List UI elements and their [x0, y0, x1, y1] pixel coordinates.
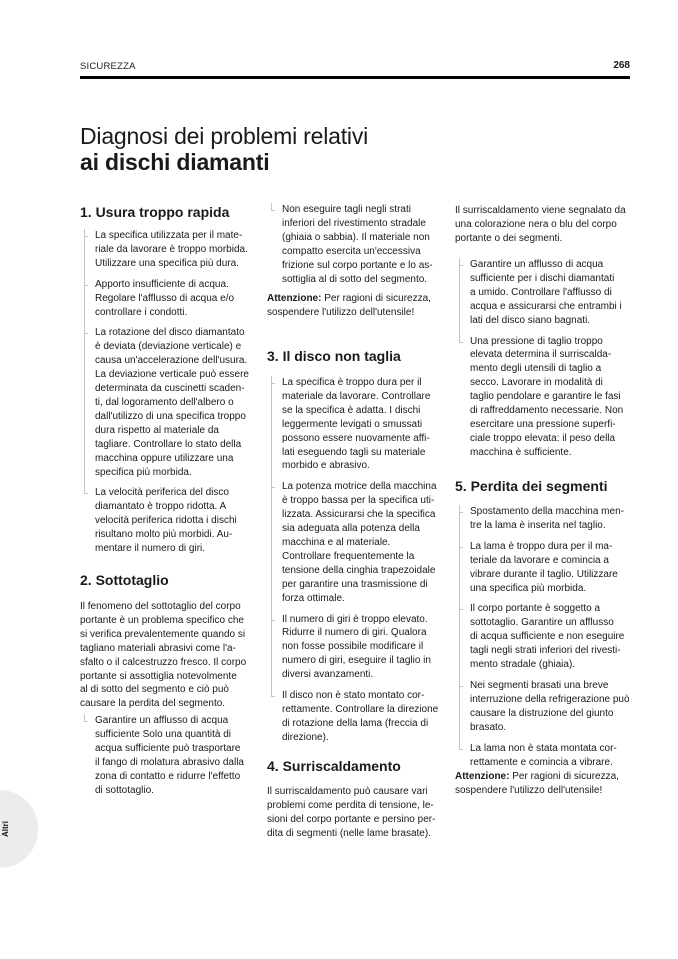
list-item: Il corpo portante è soggetto a sottotaglio. Garantire un afflusso di acqua sufficiente e non eseguire tagli negli strati inferiori del rivesti- mento stradale (ghiaia).	[455, 602, 633, 672]
list-item: Non eseguire tagli negli strati inferiori del rivestimento stradale (ghiaia o sabbia). Il materiale non compatto esercita un'eccessiva frizione sul corpo portante e lo as- sottiglia al di sotto del segmento.	[267, 203, 445, 286]
section-5-attention	[455, 770, 633, 798]
list-item: La lama è troppo dura per il ma- teriale da lavorare e comincia a vibrare durante il taglio. Utilizzare una specifica più morbida.	[455, 540, 633, 596]
section-2-paragraph: Il fenomeno del sottotaglio del corpo portante è un problema specifico che si verifica prevalentemente quando si tagliano materiali abrasivi come l'a- sfalto o il calcestruzzo fresco. Il corpo portante si assottiglia notevolmente al di sotto del segmento e ciò può causare la perdita del segmento.	[80, 601, 247, 710]
title-line-1: Diagnosi dei problemi relativi	[80, 123, 369, 149]
chapter-tab-label: Altri	[1, 821, 10, 837]
attention-label: Attenzione:	[455, 771, 510, 782]
list-item: La rotazione del disco diamantato è deviata (deviazione verticale) e causa un'accelerazione dell'usura. La deviazione verticale può essere determinata da cuscinetti scaden- ti, dal logoramento dell'albero o dall'utilizzo di una specifica troppo dura rispetto al materiale da tagliare. Controllare lo stato della macchina oppure utilizzare una specifica più morbida.	[80, 326, 258, 479]
section-5-list	[455, 505, 633, 769]
header-rule	[80, 76, 630, 79]
list-item: Garantire un afflusso di acqua sufficiente per i dischi diamantati a umido. Controllare l'afflusso di acqua e assicurarsi che entrambi i lati del disco siano bagnati.	[455, 258, 633, 328]
section-1-heading: 1. Usura troppo rapida	[80, 204, 230, 220]
list-item: La specifica utilizzata per il mate- riale da lavorare è troppo morbida. Utilizzare una specifica più dura.	[80, 229, 258, 271]
list-item: La potenza motrice della macchina è troppo bassa per la specifica uti- lizzata. Assicurarsi che la specifica sia adeguata alla potenza della macchina e al materiale. Controllare frequentemente la tensione della cinghia trapezoidale per garantire una trasmissione di forza ottimale.	[267, 480, 445, 605]
section-3-list	[267, 376, 445, 745]
list-item: La lama non è stata montata cor- rettamente e comincia a vibrare.	[455, 742, 633, 770]
list-item: La velocità periferica del disco diamantato è troppo ridotta. A velocità periferica ridotta i dischi risultano molto più morbidi. Au- mentare il numero di giri.	[80, 486, 258, 556]
attention-label: Attenzione:	[267, 293, 322, 304]
section-4-heading: 4. Surriscaldamento	[267, 758, 401, 774]
section-4-paragraph-2: Il surriscaldamento viene segnalato da una colorazione nera o blu del corpo portante o dei segmenti.	[455, 205, 626, 244]
list-item: Una pressione di taglio troppo elevata determina il surriscalda- mento degli utensili di taglio a secco. Lavorare in modalità di taglio pendolare e garantire le fasi di raffreddamento necessarie. Non esercitare una pressione superfi- ciale troppo elevata: il peso della macchina è sufficiente.	[455, 335, 633, 460]
section-1-list	[80, 229, 258, 556]
list-item: Garantire un afflusso di acqua sufficiente Solo una quantità di acqua sufficiente può trasportare il fango di molatura abrasivo dalla zona di contatto e ridurre l'effetto di sottotaglio.	[80, 714, 258, 797]
section-4-paragraph-1: Il surriscaldamento può causare vari problemi come perdita di tensione, le- sioni del corpo portante e persino per- dita di segmenti (nelle lame brasate).	[267, 786, 436, 839]
section-4-list	[455, 258, 633, 460]
section-2-list-b	[267, 203, 445, 286]
section-2-heading: 2. Sottotaglio	[80, 572, 169, 588]
section-2-list-a	[80, 714, 258, 797]
section-5-heading: 5. Perdita dei segmenti	[455, 478, 608, 494]
attention-text: Per ragioni di sicurezza, sospendere l'utilizzo dell'utensile!	[455, 771, 619, 796]
list-item: Spostamento della macchina men- tre la lama è inserita nel taglio.	[455, 505, 633, 533]
section-3-heading: 3. Il disco non taglia	[267, 348, 401, 364]
attention-text: Per ragioni di sicurezza, sospendere l'utilizzo dell'utensile!	[267, 293, 431, 318]
list-item: Il numero di giri è troppo elevato. Ridurre il numero di giri. Qualora non fosse possibile modificare il numero di giri, eseguire il taglio in diversi avanzamenti.	[267, 613, 445, 683]
section-2-attention	[267, 292, 445, 320]
list-item: Nei segmenti brasati una breve interruzione della refrigerazione può causare la distruzione del giunto brasato.	[455, 679, 633, 735]
title-line-2: ai dischi diamanti	[80, 149, 270, 175]
page-title	[80, 123, 480, 175]
running-header-section: SICUREZZA	[80, 61, 136, 72]
list-item: La specifica è troppo dura per il materiale da lavorare. Controllare se la specifica è adatta. I dischi leggermente levigati o smussati possono essere nuovamente affi- lati eseguendo tagli su materiale morbido e abrasivo.	[267, 376, 445, 473]
list-item: Apporto insufficiente di acqua. Regolare l'afflusso di acqua e/o controllare i condotti.	[80, 278, 258, 320]
list-item: Il disco non è stato montato cor- rettamente. Controllare la direzione di rotazione della lama (freccia di direzione).	[267, 689, 445, 745]
page-number: 268	[613, 60, 630, 71]
